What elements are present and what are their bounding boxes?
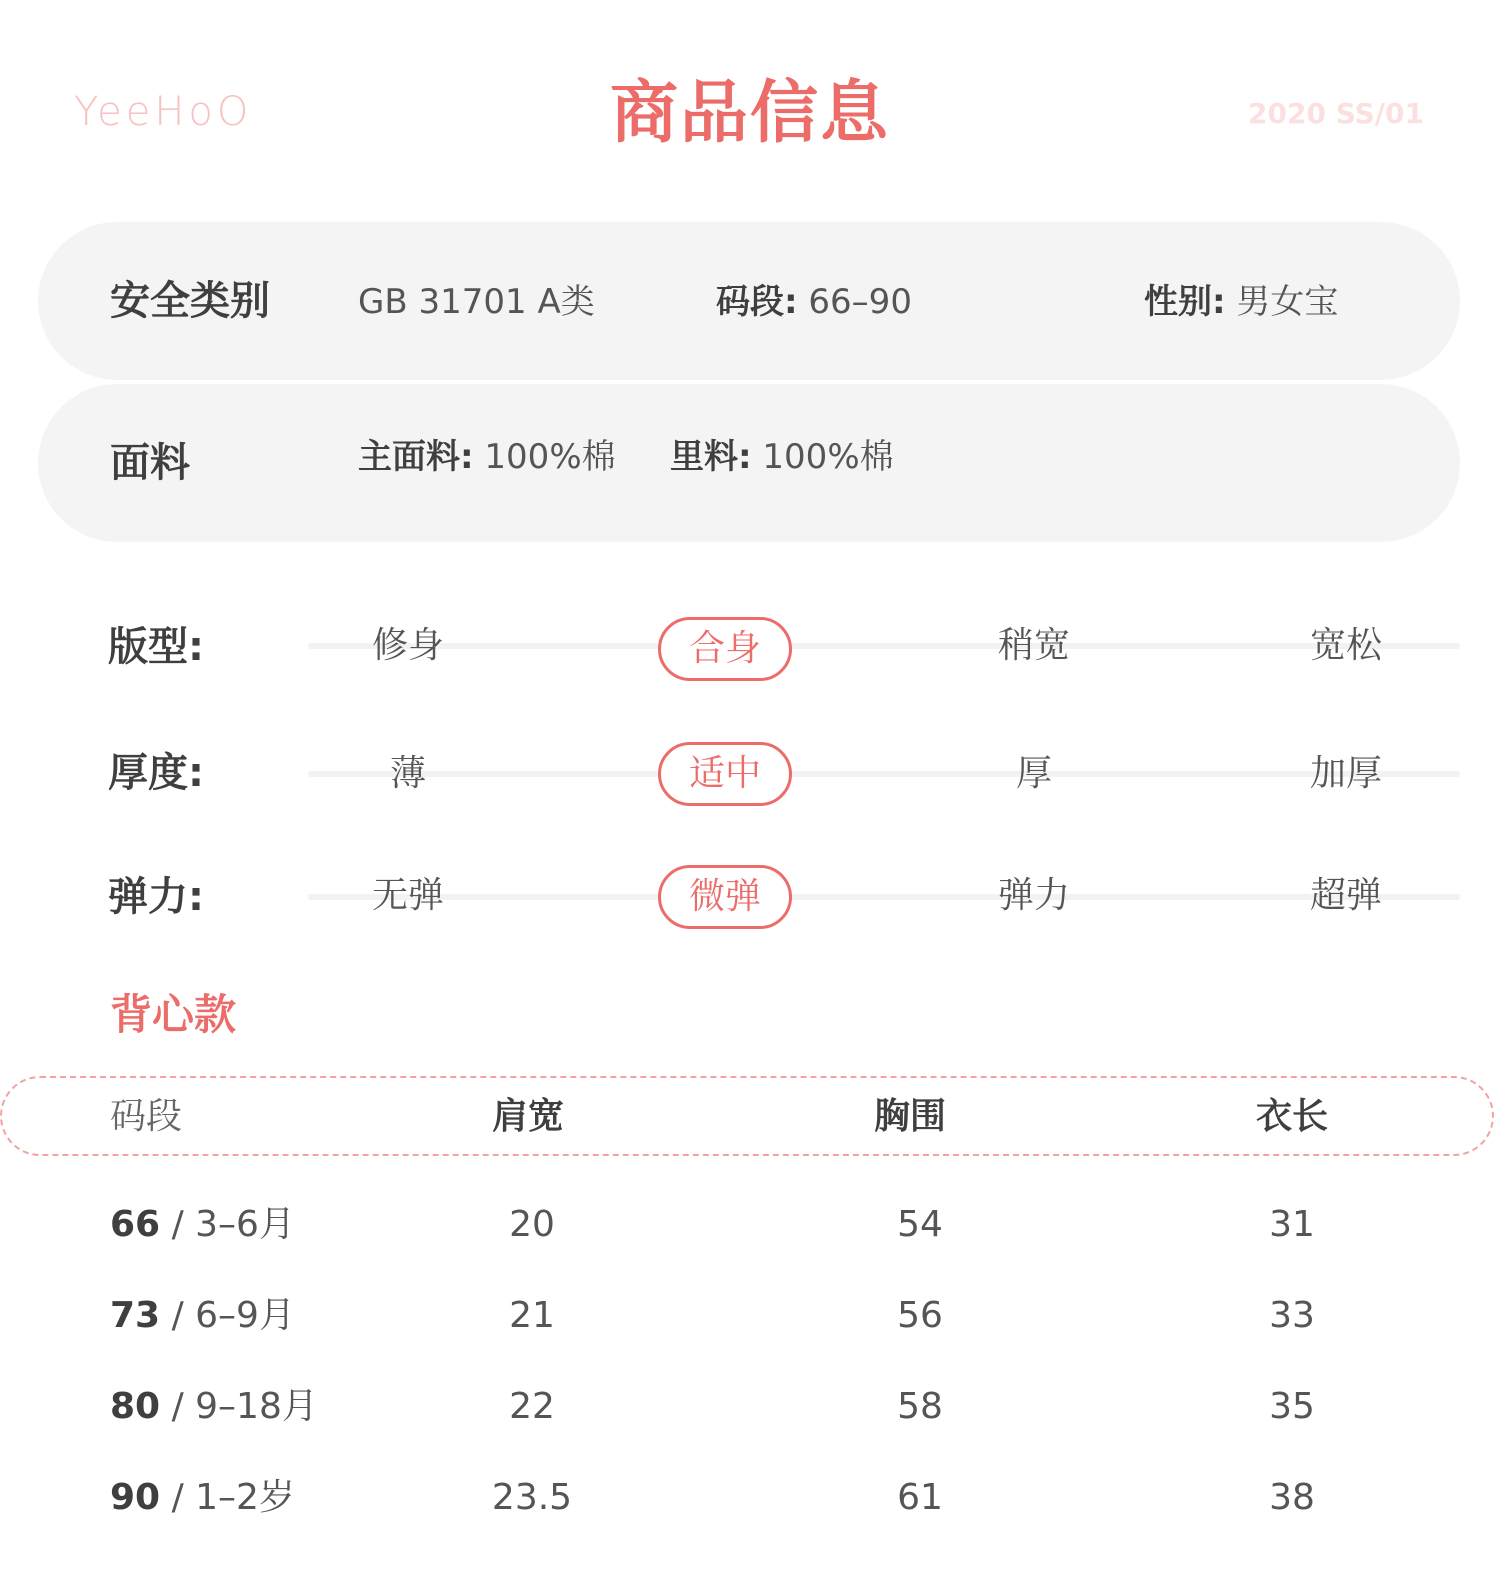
fit-option-loose: 宽松 <box>1309 625 1382 666</box>
row-66-length: 31 <box>1269 1204 1315 1245</box>
fabric-label: 面料 <box>110 440 190 486</box>
row-73-shoulder: 21 <box>509 1295 555 1336</box>
brand-logo: YeeHoO <box>74 89 253 135</box>
row-73-length: 33 <box>1269 1295 1315 1336</box>
row-80-shoulder: 22 <box>509 1386 555 1427</box>
elasticity-option-stretch: 弹力 <box>997 875 1070 916</box>
thickness-option-medium-selected: 适中 <box>658 742 792 806</box>
safety-category-label: 安全类别 <box>110 278 270 324</box>
size-range-value: 66–90 <box>808 282 912 322</box>
main-fabric <box>358 435 616 479</box>
fit-label: 版型: <box>108 624 204 670</box>
main-fabric-value: 100%棉 <box>484 437 616 477</box>
elasticity-option-slight-selected: 微弹 <box>658 865 792 929</box>
lining-fabric-value: 100%棉 <box>762 437 894 477</box>
row-90-size: 90 / 1–2岁 <box>110 1477 295 1518</box>
row-80-size: 80 / 9–18月 <box>110 1386 318 1427</box>
row-90-shoulder: 23.5 <box>491 1477 573 1518</box>
header-shoulder: 肩宽 <box>492 1096 565 1137</box>
fit-option-slim: 修身 <box>371 625 444 666</box>
lining-fabric-key: 里料: <box>670 437 752 477</box>
gender-value: 男女宝 <box>1236 282 1339 322</box>
row-73-size: 73 / 6–9月 <box>110 1295 295 1336</box>
elasticity-option-super: 超弹 <box>1309 875 1382 916</box>
safety-standard: GB 31701 A类 <box>358 282 595 322</box>
thickness-option-extra-thick: 加厚 <box>1309 753 1382 794</box>
thickness-option-thick: 厚 <box>1015 753 1052 794</box>
page-title: 商品信息 <box>609 74 890 153</box>
row-73-chest: 56 <box>897 1295 943 1336</box>
elasticity-option-none: 无弹 <box>371 875 444 916</box>
thickness-label: 厚度: <box>108 750 204 796</box>
elasticity-label: 弹力: <box>108 874 204 920</box>
row-66-size: 66 / 3–6月 <box>110 1204 295 1245</box>
gender <box>1144 280 1338 324</box>
gender-key: 性别: <box>1144 282 1226 322</box>
section-title: 背心款 <box>110 990 237 1039</box>
lining-fabric <box>670 435 894 479</box>
row-80-length: 35 <box>1269 1386 1315 1427</box>
main-fabric-key: 主面料: <box>358 437 474 477</box>
fit-option-relaxed: 稍宽 <box>997 625 1070 666</box>
header-size: 码段 <box>110 1096 183 1137</box>
row-90-chest: 61 <box>897 1477 943 1518</box>
row-66-shoulder: 20 <box>509 1204 555 1245</box>
size-range-key: 码段: <box>716 282 798 322</box>
season-code: 2020 SS/01 <box>1248 97 1424 130</box>
size-range <box>716 280 912 324</box>
header-length: 衣长 <box>1256 1096 1329 1137</box>
fit-option-regular-selected: 合身 <box>658 617 792 681</box>
row-66-chest: 54 <box>897 1204 943 1245</box>
row-80-chest: 58 <box>897 1386 943 1427</box>
row-90-length: 38 <box>1269 1477 1315 1518</box>
thickness-option-thin: 薄 <box>389 753 426 794</box>
header-chest: 胸围 <box>874 1096 947 1137</box>
